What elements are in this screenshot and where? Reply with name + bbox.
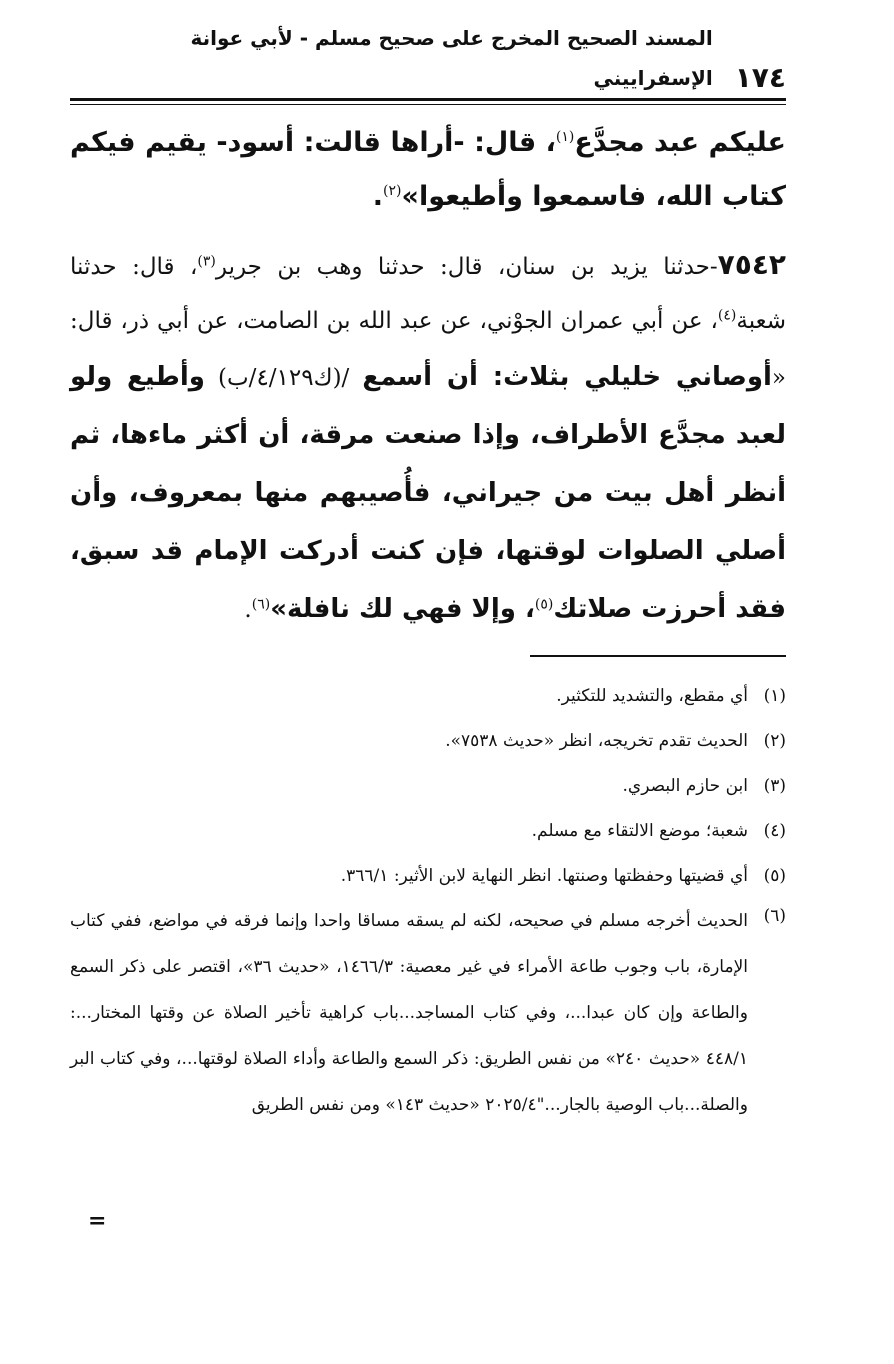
- paragraph-1: [70, 116, 786, 224]
- continuation-mark: =: [88, 1208, 107, 1234]
- header-rule-thick: [70, 98, 786, 101]
- footnote-text: الحديث أخرجه مسلم في صحيحه، لكنه لم يسقه مساقا واحدا وإنما فرقه في مواضع، ففي كتاب الإمارة، باب وجوب طاعة الأمراء في غير معصية: ١٤٦٦/٣، «حديث ٣٦»، اقتصر على ذكر السمع والطاعة وإن كان عبدا...، وفي كتاب المساجد...باب كراهية تأخير الصلاة عن وقتها المختار...: ٤٤٨/١ «حديث ٢٤٠» من نفس الطريق: ذكر السمع والطاعة وأداء الصلاة لوقتها...، وفي كتاب البر والصلة...باب الوصية بالجار..."٢٠٢٥/٤ «حديث ١٤٣» ومن نفس الطريق: [70, 911, 748, 1115]
- footnote-number: (٣): [763, 776, 786, 796]
- footnote-text: أي مقطع، والتشديد للتكثير.: [556, 686, 748, 706]
- para1-text-a: عليكم عبد مجدَّع: [574, 127, 786, 158]
- hadith-number: ٧٥٤٢: [717, 248, 786, 281]
- hadith-matn-end: ، وإلا فهي لك نافلة»: [270, 594, 535, 624]
- footnote: [70, 768, 786, 804]
- footnote: [70, 858, 786, 894]
- manuscript-marker: /(ك٤/١٢٩/ب): [204, 365, 363, 391]
- main-text: [70, 116, 786, 638]
- footnote-number: (٤): [763, 821, 786, 841]
- footnote-number: (١): [763, 686, 786, 706]
- footnote-number: (٢): [763, 731, 786, 751]
- page-header: [70, 26, 786, 98]
- header-rule-thin: [70, 104, 786, 105]
- footnote-ref-1: (١): [555, 129, 575, 145]
- page-number: ١٧٤: [734, 61, 786, 94]
- footnote-text: أي قضيتها وحفظتها وصنتها. انظر النهاية لابن الأثير: ٣٦٦/١.: [340, 866, 748, 886]
- footnote-number: (٥): [763, 866, 786, 886]
- hadith-matn: وأطيع ولو لعبد مجدَّع الأطراف، وإذا صنعت مرقة، أن أكثر ماءها، ثم أنظر أهل بيت من جيراني، فأُصيبهم منها بمعروف، وأن أصلي الصلوات لوقتها، فإن كنت أدركت الإمام قد سبق، فقد أحرزت صلاتك: [70, 362, 786, 624]
- footnote-ref-2: (٢): [383, 183, 402, 199]
- footnote: [70, 678, 786, 714]
- para1-text-c: .: [372, 181, 384, 212]
- para2-text-a: -حدثنا يزيد بن سنان، قال: حدثنا وهب بن جرير: [215, 254, 718, 280]
- footnote-ref-3: (٣): [197, 253, 216, 270]
- footnote-number: (٦): [763, 906, 786, 926]
- para2-text-h: .: [244, 597, 252, 623]
- footnote-text: الحديث تقدم تخريجه، انظر «حديث ٧٥٣٨».: [445, 731, 748, 751]
- para2-text-b: ، قال: حدثنا شعبة: [70, 254, 786, 334]
- footnote: [70, 898, 786, 1128]
- footnotes: [70, 678, 786, 1128]
- footnote-ref-6: (٦): [251, 596, 271, 613]
- footnote-ref-5: (٥): [534, 596, 554, 613]
- footnote-text: شعبة؛ موضع الالتقاء مع مسلم.: [531, 821, 748, 841]
- footnote: [70, 723, 786, 759]
- para1-text-b: ، قال: -أراها قالت: أسود- يقيم فيكم كتاب الله، فاسمعوا وأطيعوا»: [70, 127, 786, 212]
- footnote-ref-4: (٤): [717, 307, 737, 324]
- footnote-separator: [530, 655, 786, 657]
- footnote-text: ابن حازم البصري.: [622, 776, 748, 796]
- para2-text-c: ، عن أبي عمران الجوْني، عن عبد الله بن الصامت، عن أبي ذر، قال: «: [70, 308, 786, 391]
- running-title: المسند الصحيح المخرج على صحيح مسلم - لأبي عوانة الإسفراييني: [190, 26, 713, 90]
- paragraph-2: [70, 238, 786, 638]
- hadith-matn-start: أوصاني خليلي بثلاث: أن أسمع: [362, 362, 772, 392]
- footnote: [70, 813, 786, 849]
